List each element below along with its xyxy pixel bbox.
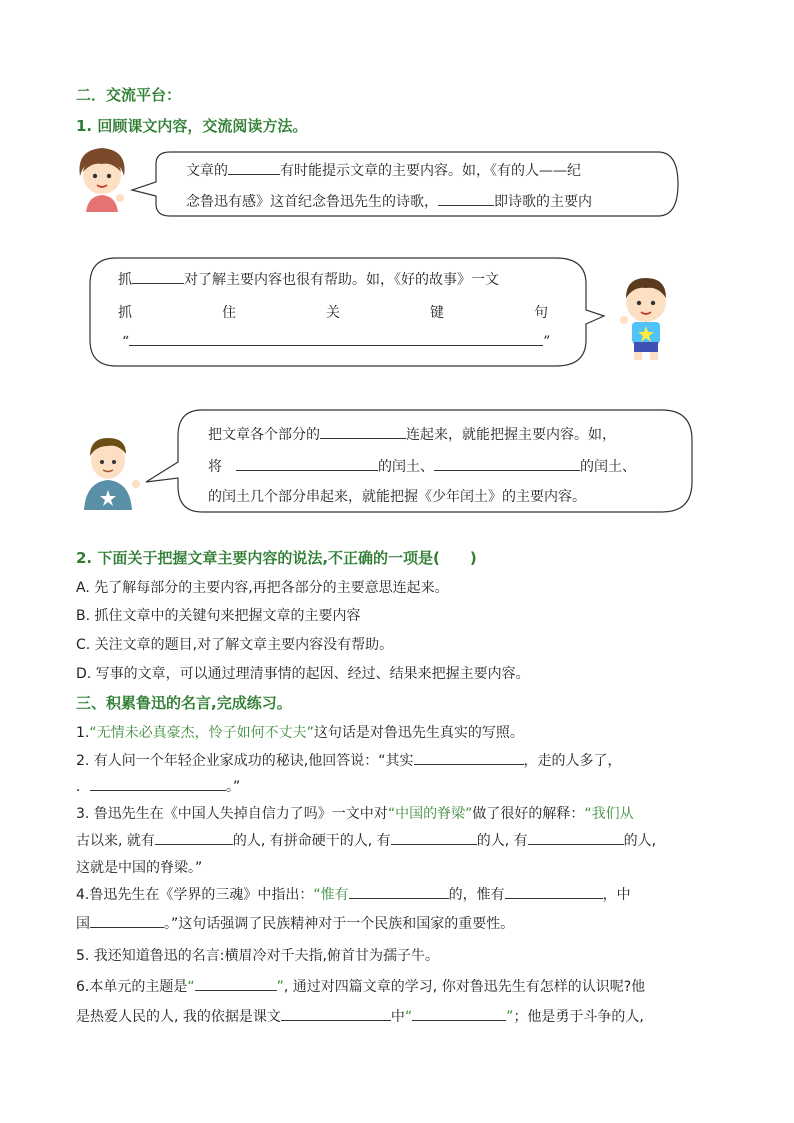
bubble-2-text-b: 对了解主要内容也很有帮助。如，《好的故事》一文 xyxy=(184,272,499,288)
bubble-1-line-1 xyxy=(186,160,581,180)
answer-blank[interactable] xyxy=(391,830,477,845)
answer-blank[interactable] xyxy=(195,976,277,991)
item-4-quote-open: “惟有 xyxy=(313,887,349,903)
item-6-text-c: 是热爱人民的人, 我的依据是课文 xyxy=(76,1009,281,1025)
bubble-3-line-2 xyxy=(208,456,636,476)
bubble-1-text-c: 念鲁迅有感》这首纪念鲁迅先生的诗歌， xyxy=(186,194,438,210)
item-5: 5. 我还知道鲁迅的名言:横眉冷对千夫指,俯首甘为孺子牛。 xyxy=(76,948,439,964)
bubble-3-text-a: 把文章各个部分的 xyxy=(208,427,320,443)
item-2-text-d: 。” xyxy=(226,779,241,795)
bubble-3-text-d: 的闰土、 xyxy=(378,459,434,475)
item-6-text-b: , 通过对四篇文章的学习, 你对鲁迅先生有怎样的认识呢?他 xyxy=(283,979,646,995)
answer-blank[interactable] xyxy=(412,1006,506,1021)
bubble-1-text-b: 有时能提示文章的主要内容。如，《有的人——纪 xyxy=(280,163,581,179)
close-quote: ” xyxy=(276,979,284,995)
item-4-line-2 xyxy=(76,913,514,933)
open-quote: “ xyxy=(122,334,130,350)
section-2-title: 二．交流平台： xyxy=(76,86,182,104)
bubble-1-text-d: 即诗歌的主要内 xyxy=(494,194,592,210)
boy-avatar xyxy=(614,272,678,364)
item-4-line-1 xyxy=(76,884,631,904)
answer-blank[interactable] xyxy=(281,1006,391,1021)
item-1-text: 这句话是对鲁迅先生真实的写照。 xyxy=(313,725,524,741)
item-6-text-e: ；他是勇于斗争的人, xyxy=(513,1009,644,1025)
item-2-text-b: ，走的人多了， xyxy=(523,753,622,769)
item-6-text-d: 中 xyxy=(390,1009,405,1025)
item-3-line-3: 这就是中国的脊梁。” xyxy=(76,860,203,876)
item-3-quote: “中国的脊梁” xyxy=(387,806,473,822)
bubble-2-line-1 xyxy=(118,269,499,289)
answer-blank[interactable] xyxy=(228,160,280,175)
bubble-2-line-2 xyxy=(118,302,548,322)
answer-blank[interactable] xyxy=(505,884,603,899)
close-quote: ” xyxy=(543,334,551,350)
bubble-2-text-a: 抓 xyxy=(118,272,132,288)
bubble-3-text-b: 连起来，就能把握主要内容。如， xyxy=(406,427,616,443)
item-3-line-2 xyxy=(76,830,656,850)
answer-blank[interactable] xyxy=(438,191,494,206)
option-d[interactable]: D. 写事的文章，可以通过理清事情的起因、经过、结果来把握主要内容。 xyxy=(76,666,530,682)
bubble-2-line-3 xyxy=(122,331,550,350)
item-4-text-e: 。”这句话强调了民族精神对于一个民族和国家的重要性。 xyxy=(164,916,515,932)
open-quote: “ xyxy=(187,979,195,995)
item-6-num: 6. xyxy=(76,979,90,995)
bubble-3-line-3: 的闰土几个部分串起来，就能把握《少年闰土》的主要内容。 xyxy=(208,489,586,505)
item-3-text-b: 做了很好的解释： xyxy=(472,806,585,822)
question-1-title: 1. 回顾课文内容，交流阅读方法。 xyxy=(76,117,308,135)
item-1-quote: “无情未必真豪杰，怜子如何不丈夫” xyxy=(89,725,314,741)
bubble-1-text-a: 文章的 xyxy=(186,163,228,179)
item-4-text-d: 国 xyxy=(76,916,90,932)
answer-blank[interactable] xyxy=(434,456,580,471)
item-3-text-c: 古以来, 就有 xyxy=(76,833,155,849)
close-quote: ” xyxy=(506,1009,514,1025)
item-4-text-b: 的，惟有 xyxy=(448,887,505,903)
bubble-3-text-c: 将 xyxy=(208,459,222,475)
girl-avatar xyxy=(72,142,132,214)
option-c[interactable]: C. 关注文章的题目,对了解文章主要内容没有帮助。 xyxy=(76,637,394,653)
bubble-2-char: 关 xyxy=(326,305,340,321)
item-1 xyxy=(76,722,524,742)
bubble-2-char: 抓 xyxy=(118,305,132,321)
item-6-text-a: 本单元的主题是 xyxy=(89,979,188,995)
answer-blank[interactable] xyxy=(155,830,233,845)
answer-blank[interactable] xyxy=(414,750,524,765)
answer-blank[interactable] xyxy=(528,830,624,845)
item-3-text-d: 的人, 有拼命硬干的人, 有 xyxy=(232,833,391,849)
bubble-3-text-e: 的闰土、 xyxy=(580,459,636,475)
item-1-num: 1. xyxy=(76,725,90,741)
item-2-text-a: 2. 有人问一个年轻企业家成功的秘诀,他回答说：“其实 xyxy=(76,753,414,769)
bubble-2-char: 句 xyxy=(534,305,548,321)
option-b[interactable]: B. 抓住文章中的关键句来把握文章的主要内容 xyxy=(76,608,361,624)
item-6-line-2 xyxy=(76,1006,644,1026)
item-3-line-1 xyxy=(76,803,634,823)
section-3-title: 三、积累鲁迅的名言,完成练习。 xyxy=(76,694,292,712)
open-quote: “ xyxy=(404,1009,413,1025)
option-a[interactable]: A. 先了解每部分的主要内容,再把各部分的主要意思连起来。 xyxy=(76,580,449,596)
item-2-text-c: ． xyxy=(76,779,90,795)
bubble-1-line-2 xyxy=(186,191,592,211)
item-4-num: 4. xyxy=(76,887,90,903)
item-3-quote-open: “我们从 xyxy=(584,806,634,822)
item-4-text-a: 鲁迅先生在《学界的三魂》中指出： xyxy=(89,887,314,903)
item-2-line-2 xyxy=(76,776,240,796)
item-3-text-a: 3. 鲁迅先生在《中国人失掉自信力了吗》一文中对 xyxy=(76,806,388,822)
bubble-2-char: 住 xyxy=(222,305,236,321)
bubble-3-line-1 xyxy=(208,424,616,444)
answer-blank[interactable] xyxy=(90,913,164,928)
item-4-text-c: ，中 xyxy=(602,887,631,903)
bubble-2-char: 键 xyxy=(430,305,444,321)
item-2-line-1 xyxy=(76,750,622,770)
answer-blank[interactable] xyxy=(90,776,226,791)
answer-blank[interactable] xyxy=(132,269,184,284)
answer-blank-long[interactable] xyxy=(129,331,543,346)
item-3-text-e: 的人, 有 xyxy=(476,833,528,849)
answer-blank[interactable] xyxy=(236,456,378,471)
answer-blank[interactable] xyxy=(320,424,406,439)
item-3-text-f: 的人, xyxy=(623,833,657,849)
question-2-title: 2. 下面关于把握文章主要内容的说法,不正确的一项是( ) xyxy=(76,549,477,567)
answer-blank[interactable] xyxy=(349,884,449,899)
man-avatar xyxy=(74,432,144,512)
item-6-line-1 xyxy=(76,976,645,996)
